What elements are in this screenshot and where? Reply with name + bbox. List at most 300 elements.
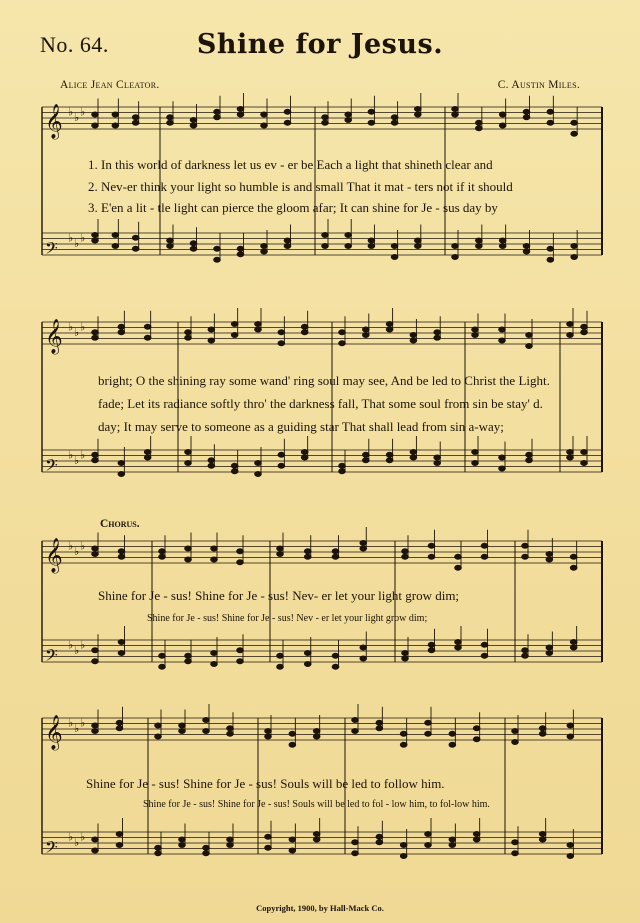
note-head bbox=[526, 333, 533, 338]
note-head bbox=[155, 845, 162, 850]
note-head bbox=[278, 452, 285, 457]
note-head bbox=[571, 120, 578, 125]
note-head bbox=[203, 845, 210, 850]
bass-clef: 𝄢 bbox=[45, 645, 58, 669]
note-head bbox=[415, 112, 422, 117]
note-head bbox=[402, 651, 409, 656]
note-head bbox=[567, 450, 574, 455]
flat-sign: ♭ bbox=[80, 638, 86, 652]
note-head bbox=[237, 252, 244, 257]
note-head bbox=[386, 452, 393, 457]
note-head bbox=[368, 244, 375, 249]
note-head bbox=[265, 845, 272, 850]
note-head bbox=[118, 324, 125, 329]
note-head bbox=[339, 341, 346, 346]
note-head bbox=[155, 723, 162, 728]
flat-sign: ♭ bbox=[74, 644, 80, 657]
note-head bbox=[449, 742, 456, 747]
note-head bbox=[211, 546, 218, 551]
note-head bbox=[301, 324, 308, 329]
treble-clef: 𝄞 bbox=[45, 104, 63, 139]
note-head bbox=[118, 549, 125, 554]
note-head bbox=[539, 731, 546, 736]
note-head bbox=[499, 244, 506, 249]
note-head bbox=[203, 851, 210, 856]
chorus-label: Chorus. bbox=[100, 518, 140, 530]
note-head bbox=[352, 851, 359, 856]
note-head bbox=[322, 120, 329, 125]
note-head bbox=[345, 244, 352, 249]
note-head bbox=[227, 837, 234, 842]
flat-sign: ♭ bbox=[68, 231, 74, 245]
note-head bbox=[546, 552, 553, 557]
note-head bbox=[304, 549, 311, 554]
note-head bbox=[581, 324, 588, 329]
note-head bbox=[425, 832, 432, 837]
note-head bbox=[567, 843, 574, 848]
note-head bbox=[522, 653, 529, 658]
note-head bbox=[185, 461, 192, 466]
note-head bbox=[400, 854, 407, 859]
note-head bbox=[523, 109, 530, 114]
note-head bbox=[360, 645, 367, 650]
note-head bbox=[322, 233, 329, 238]
note-head bbox=[211, 662, 218, 667]
note-head bbox=[185, 557, 192, 562]
note-head bbox=[304, 651, 311, 656]
note-head bbox=[567, 723, 574, 728]
note-head bbox=[376, 720, 383, 725]
note-head bbox=[425, 731, 432, 736]
flat-sign: ♭ bbox=[74, 326, 80, 339]
note-head bbox=[523, 244, 530, 249]
note-head bbox=[92, 123, 99, 128]
note-head bbox=[455, 565, 462, 570]
flat-sign: ♭ bbox=[80, 830, 86, 844]
note-head bbox=[92, 546, 99, 551]
note-head bbox=[255, 472, 262, 477]
note-head bbox=[571, 255, 578, 260]
note-head bbox=[512, 851, 519, 856]
note-head bbox=[434, 455, 441, 460]
note-head bbox=[92, 112, 99, 117]
flat-sign: ♭ bbox=[74, 454, 80, 467]
note-head bbox=[581, 330, 588, 335]
note-head bbox=[261, 112, 268, 117]
note-head bbox=[159, 554, 166, 559]
note-head bbox=[428, 543, 435, 548]
note-head bbox=[339, 330, 346, 335]
note-head bbox=[237, 107, 244, 112]
note-head bbox=[289, 848, 296, 853]
note-head bbox=[144, 455, 151, 460]
flat-sign: ♭ bbox=[74, 545, 80, 558]
note-head bbox=[386, 458, 393, 463]
note-head bbox=[499, 112, 506, 117]
note-head bbox=[386, 327, 393, 332]
note-head bbox=[473, 832, 480, 837]
note-head bbox=[567, 854, 574, 859]
note-head bbox=[363, 333, 370, 338]
note-head bbox=[332, 653, 339, 658]
note-head bbox=[144, 335, 151, 340]
note-head bbox=[231, 333, 238, 338]
note-head bbox=[472, 327, 479, 332]
note-head bbox=[185, 659, 192, 664]
note-head bbox=[313, 729, 320, 734]
note-head bbox=[92, 452, 99, 457]
flat-sign: ♭ bbox=[68, 448, 74, 462]
note-head bbox=[261, 123, 268, 128]
note-head bbox=[402, 549, 409, 554]
note-head bbox=[428, 648, 435, 653]
note-head bbox=[231, 322, 238, 327]
note-head bbox=[476, 244, 483, 249]
treble-clef: 𝄞 bbox=[45, 715, 63, 750]
hymn-number: No. 64. bbox=[40, 32, 109, 57]
flat-sign: ♭ bbox=[68, 320, 74, 334]
note-head bbox=[571, 131, 578, 136]
note-head bbox=[179, 837, 186, 842]
note-head bbox=[92, 648, 99, 653]
note-head bbox=[190, 118, 197, 123]
note-head bbox=[237, 246, 244, 251]
note-head bbox=[434, 330, 441, 335]
note-head bbox=[92, 837, 99, 842]
note-head bbox=[118, 330, 125, 335]
note-head bbox=[570, 554, 577, 559]
note-head bbox=[278, 341, 285, 346]
note-head bbox=[402, 656, 409, 661]
note-head bbox=[567, 333, 574, 338]
note-head bbox=[92, 729, 99, 734]
note-head bbox=[476, 126, 483, 131]
note-head bbox=[352, 840, 359, 845]
note-head bbox=[434, 335, 441, 340]
note-head bbox=[415, 244, 422, 249]
chorus-line-2-upper: Shine for Je - sus! Shine for Je - sus! Souls will be led to follow him. bbox=[86, 776, 445, 791]
note-head bbox=[301, 450, 308, 455]
note-head bbox=[92, 330, 99, 335]
note-head bbox=[261, 249, 268, 254]
verse-3-line-2: day; It may serve to someone as a guiding star That shall lead from sin a-way; bbox=[98, 419, 504, 434]
note-head bbox=[455, 554, 462, 559]
note-head bbox=[289, 742, 296, 747]
note-head bbox=[261, 244, 268, 249]
chorus-line-2-lower: Shine for Je - sus! Shine for Je - sus! Souls will be led to fol - low him, to fol-low him. bbox=[143, 799, 490, 810]
note-head bbox=[214, 257, 221, 262]
note-head bbox=[425, 843, 432, 848]
note-head bbox=[452, 107, 459, 112]
note-head bbox=[499, 123, 506, 128]
note-head bbox=[402, 554, 409, 559]
note-head bbox=[284, 120, 291, 125]
note-head bbox=[116, 832, 123, 837]
note-head bbox=[473, 737, 480, 742]
flat-sign: ♭ bbox=[68, 539, 74, 553]
chorus-line-1-lower: Shine for Je - sus! Shine for Je - sus! Nev - er let your light grow dim; bbox=[147, 613, 428, 624]
note-head bbox=[304, 554, 311, 559]
note-head bbox=[277, 664, 284, 669]
note-head bbox=[159, 664, 166, 669]
note-head bbox=[116, 843, 123, 848]
note-head bbox=[425, 720, 432, 725]
note-head bbox=[227, 731, 234, 736]
note-head bbox=[112, 123, 119, 128]
bass-clef: 𝄢 bbox=[45, 837, 58, 861]
note-head bbox=[523, 115, 530, 120]
note-head bbox=[190, 241, 197, 246]
note-head bbox=[581, 461, 588, 466]
flat-sign: ♭ bbox=[74, 237, 80, 250]
note-head bbox=[208, 458, 215, 463]
treble-clef: 𝄞 bbox=[45, 538, 63, 573]
note-head bbox=[368, 109, 375, 114]
note-head bbox=[208, 327, 215, 332]
note-head bbox=[512, 729, 519, 734]
note-head bbox=[476, 238, 483, 243]
note-head bbox=[499, 327, 506, 332]
note-head bbox=[313, 832, 320, 837]
note-head bbox=[400, 742, 407, 747]
hymn-title: Shine for Jesus. bbox=[196, 29, 444, 60]
note-head bbox=[526, 344, 533, 349]
note-head bbox=[539, 726, 546, 731]
clefs bbox=[45, 104, 85, 861]
note-head bbox=[547, 120, 554, 125]
note-head bbox=[526, 452, 533, 457]
note-head bbox=[227, 843, 234, 848]
note-head bbox=[386, 322, 393, 327]
note-head bbox=[159, 549, 166, 554]
note-head bbox=[581, 450, 588, 455]
note-head bbox=[278, 330, 285, 335]
note-head bbox=[304, 662, 311, 667]
note-head bbox=[132, 246, 139, 251]
note-head bbox=[322, 244, 329, 249]
note-head bbox=[92, 238, 99, 243]
flat-sign: ♭ bbox=[68, 105, 74, 119]
note-head bbox=[132, 120, 139, 125]
note-head bbox=[118, 472, 125, 477]
note-head bbox=[360, 656, 367, 661]
note-head bbox=[214, 246, 221, 251]
flat-sign: ♭ bbox=[74, 722, 80, 735]
note-head bbox=[410, 455, 417, 460]
note-head bbox=[203, 729, 210, 734]
note-head bbox=[155, 851, 162, 856]
note-head bbox=[92, 335, 99, 340]
note-head bbox=[539, 837, 546, 842]
note-head bbox=[118, 640, 125, 645]
note-head bbox=[118, 554, 125, 559]
note-head bbox=[277, 546, 284, 551]
note-head bbox=[360, 541, 367, 546]
note-head bbox=[400, 843, 407, 848]
note-head bbox=[499, 338, 506, 343]
note-head bbox=[570, 645, 577, 650]
note-head bbox=[522, 543, 529, 548]
note-head bbox=[159, 653, 166, 658]
note-head bbox=[211, 557, 218, 562]
note-head bbox=[455, 640, 462, 645]
flat-sign: ♭ bbox=[74, 836, 80, 849]
note-head bbox=[410, 338, 417, 343]
flat-sign: ♭ bbox=[80, 105, 86, 119]
note-head bbox=[231, 469, 238, 474]
copyright-notice: Copyright, 1900, by Hall-Mack Co. bbox=[256, 903, 384, 913]
note-head bbox=[339, 463, 346, 468]
note-head bbox=[567, 734, 574, 739]
note-head bbox=[571, 244, 578, 249]
verse-1-line-1: 1. In this world of darkness let us ev - er be Each a light that shineth clear and bbox=[88, 157, 493, 172]
note-head bbox=[449, 843, 456, 848]
note-head bbox=[546, 557, 553, 562]
note-head bbox=[203, 718, 210, 723]
note-head bbox=[368, 238, 375, 243]
note-head bbox=[237, 112, 244, 117]
note-head bbox=[112, 112, 119, 117]
note-head bbox=[92, 233, 99, 238]
note-head bbox=[118, 651, 125, 656]
note-head bbox=[144, 324, 151, 329]
note-head bbox=[301, 455, 308, 460]
note-head bbox=[118, 461, 125, 466]
note-head bbox=[428, 642, 435, 647]
note-head bbox=[214, 115, 221, 120]
note-head bbox=[472, 333, 479, 338]
note-head bbox=[185, 653, 192, 658]
note-head bbox=[208, 463, 215, 468]
note-head bbox=[92, 848, 99, 853]
flat-sign: ♭ bbox=[80, 716, 86, 730]
note-head bbox=[455, 645, 462, 650]
note-head bbox=[449, 837, 456, 842]
note-head bbox=[289, 731, 296, 736]
note-head bbox=[92, 552, 99, 557]
note-head bbox=[363, 452, 370, 457]
flat-sign: ♭ bbox=[80, 320, 86, 334]
note-head bbox=[339, 469, 346, 474]
note-head bbox=[345, 118, 352, 123]
note-head bbox=[452, 112, 459, 117]
note-head bbox=[179, 843, 186, 848]
note-head bbox=[391, 255, 398, 260]
note-head bbox=[499, 466, 506, 471]
note-head bbox=[289, 837, 296, 842]
note-head bbox=[237, 549, 244, 554]
note-head bbox=[481, 554, 488, 559]
note-head bbox=[368, 120, 375, 125]
note-head bbox=[452, 255, 459, 260]
note-head bbox=[481, 543, 488, 548]
verse-3-line-1: 3. E'en a lit - tle light can pierce the gloom afar; It can shine for Je - sus day by bbox=[88, 200, 498, 215]
composer-credit: C. Austin Miles. bbox=[497, 79, 580, 91]
bass-clef: 𝄢 bbox=[45, 455, 58, 479]
note-head bbox=[539, 832, 546, 837]
note-head bbox=[237, 659, 244, 664]
note-head bbox=[167, 238, 174, 243]
note-head bbox=[332, 664, 339, 669]
note-head bbox=[179, 729, 186, 734]
note-head bbox=[512, 840, 519, 845]
flat-sign: ♭ bbox=[80, 231, 86, 245]
note-head bbox=[522, 554, 529, 559]
note-head bbox=[376, 834, 383, 839]
note-head bbox=[179, 723, 186, 728]
note-head bbox=[376, 840, 383, 845]
note-head bbox=[360, 546, 367, 551]
note-head bbox=[313, 837, 320, 842]
note-head bbox=[92, 723, 99, 728]
note-head bbox=[570, 565, 577, 570]
chorus-line-1-upper: Shine for Je - sus! Shine for Je - sus! Nev- er let your light grow dim; bbox=[98, 588, 460, 603]
note-head bbox=[567, 322, 574, 327]
note-head bbox=[284, 244, 291, 249]
note-head bbox=[284, 109, 291, 114]
verse-1-line-2: bright; O the shining ray some wand' ring soul may see, And be led to Christ the Light. bbox=[98, 373, 550, 388]
note-head bbox=[546, 645, 553, 650]
note-head bbox=[499, 238, 506, 243]
note-head bbox=[155, 734, 162, 739]
note-head bbox=[400, 731, 407, 736]
note-head bbox=[190, 123, 197, 128]
note-head bbox=[116, 720, 123, 725]
note-head bbox=[410, 333, 417, 338]
note-head bbox=[345, 112, 352, 117]
note-head bbox=[255, 327, 262, 332]
note-head bbox=[499, 455, 506, 460]
note-head bbox=[473, 837, 480, 842]
note-head bbox=[472, 461, 479, 466]
note-head bbox=[112, 233, 119, 238]
note-head bbox=[208, 338, 215, 343]
note-head bbox=[214, 109, 221, 114]
note-head bbox=[277, 552, 284, 557]
note-head bbox=[410, 450, 417, 455]
note-head bbox=[332, 549, 339, 554]
note-head bbox=[185, 335, 192, 340]
note-head bbox=[481, 653, 488, 658]
note-head bbox=[231, 463, 238, 468]
verse-2-line-2: fade; Let its radiance softly thro' the darkness fall, That some soul from sin be stay' d. bbox=[98, 396, 543, 411]
note-head bbox=[434, 461, 441, 466]
note-head bbox=[92, 659, 99, 664]
note-head bbox=[185, 330, 192, 335]
note-head bbox=[352, 718, 359, 723]
note-head bbox=[313, 734, 320, 739]
verse-2-line-1: 2. Nev-er think your light so humble is and small That it mat - ters not if it should bbox=[88, 179, 513, 194]
note-head bbox=[449, 731, 456, 736]
note-head bbox=[570, 640, 577, 645]
note-head bbox=[352, 729, 359, 734]
note-head bbox=[415, 107, 422, 112]
lyricist-credit: Alice Jean Cleator. bbox=[60, 79, 160, 91]
note-head bbox=[167, 115, 174, 120]
note-head bbox=[523, 249, 530, 254]
note-head bbox=[391, 120, 398, 125]
note-head bbox=[481, 642, 488, 647]
note-head bbox=[472, 450, 479, 455]
note-head bbox=[277, 653, 284, 658]
flat-sign: ♭ bbox=[68, 830, 74, 844]
note-head bbox=[547, 257, 554, 262]
treble-clef: 𝄞 bbox=[45, 319, 63, 354]
note-head bbox=[211, 651, 218, 656]
note-head bbox=[332, 554, 339, 559]
note-head bbox=[185, 450, 192, 455]
note-head bbox=[512, 740, 519, 745]
